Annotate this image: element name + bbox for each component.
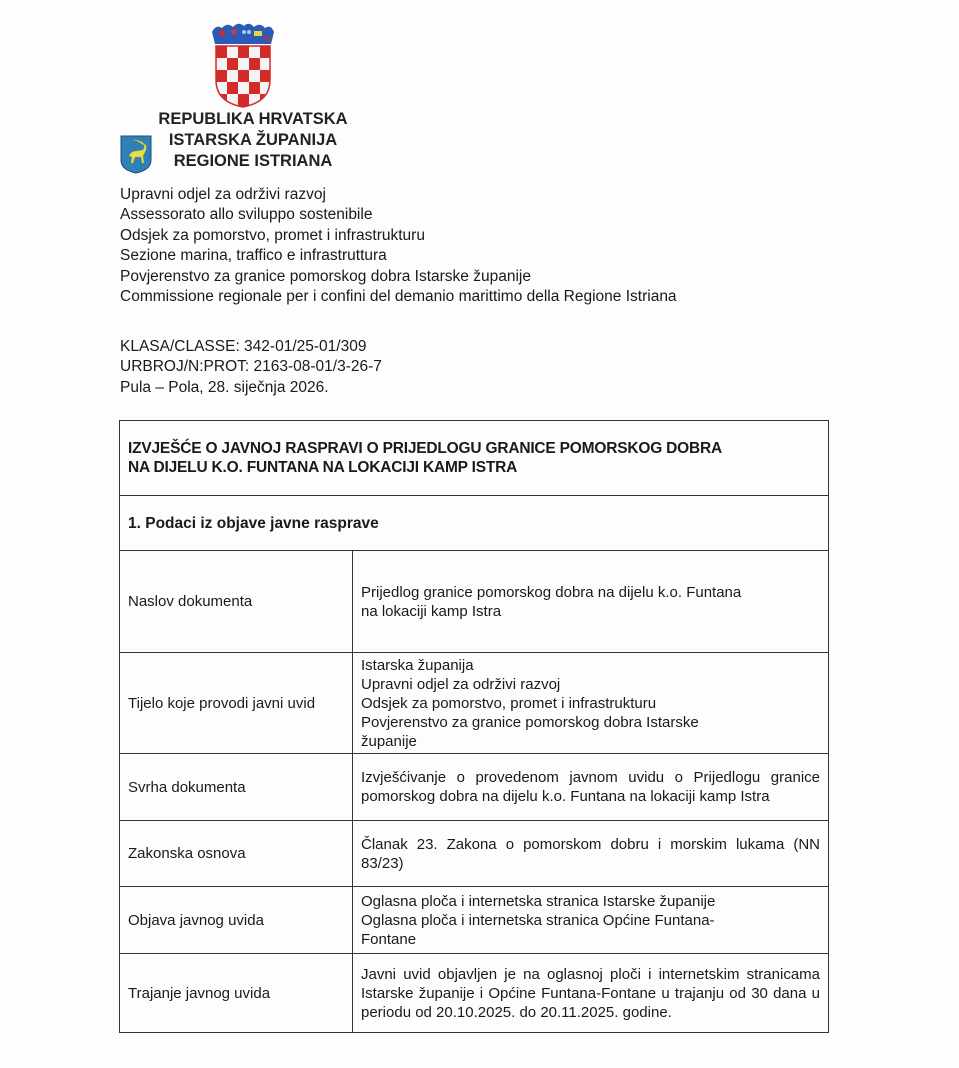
table-row xyxy=(120,821,829,887)
country-name: REPUBLIKA HRVATSKA xyxy=(158,110,348,128)
document-meta xyxy=(120,337,382,398)
department-line: Assessorato allo sviluppo sostenibile xyxy=(120,206,373,224)
row-value: Prijedlog granice pomorskog dobra na dijelu k.o. Funtana na lokaciji kamp Istra xyxy=(353,551,829,653)
department-line: Sezione marina, traffico e infrastruttura xyxy=(120,247,387,265)
county-name-hr: ISTARSKA ŽUPANIJA xyxy=(168,131,338,149)
klasa-number: KLASA/CLASSE: 342-01/25-01/309 xyxy=(120,338,367,355)
istria-coat-of-arms-icon xyxy=(119,134,153,174)
section-heading-row xyxy=(120,496,829,551)
row-label: Objava javnog uvida xyxy=(120,887,353,954)
table-row xyxy=(120,754,829,821)
row-value: Javni uvid objavljen je na oglasnoj ploči i internetskim stranicama Istarske županije i Općine Funtana-Fontane u trajanju od 30 dana u periodu od 20.10.2025. do 20.11.2025. godine. xyxy=(353,954,829,1033)
table-row xyxy=(120,954,829,1033)
section-heading: 1. Podaci iz objave javne rasprave xyxy=(120,496,829,551)
row-label: Naslov dokumenta xyxy=(120,551,353,653)
department-line: Upravni odjel za održivi razvoj xyxy=(120,186,326,203)
report-title-row xyxy=(120,421,829,496)
institution-header xyxy=(148,109,358,172)
place-and-date: Pula – Pola, 28. siječnja 2026. xyxy=(120,378,329,396)
row-value: Izvješćivanje o provedenom javnom uvidu o Prijedlogu granice pomorskog dobra na dijelu k.o. Funtana na lokaciji kamp Istra xyxy=(353,754,829,821)
department-line: Commissione regionale per i confini del demanio marittimo della Regione Istriana xyxy=(120,288,677,306)
department-line: Povjerenstvo za granice pomorskog dobra Istarske županije xyxy=(120,267,531,285)
row-label: Trajanje javnog uvida xyxy=(120,954,353,1033)
row-label: Tijelo koje provodi javni uvid xyxy=(120,653,353,754)
table-row xyxy=(120,551,829,653)
table-row xyxy=(120,887,829,954)
row-value: Članak 23. Zakona o pomorskom dobru i morskim lukama (NN 83/23) xyxy=(353,821,829,887)
county-name-it: REGIONE ISTRIANA xyxy=(173,152,333,170)
row-label: Svrha dokumenta xyxy=(120,754,353,821)
department-line: Odsjek za pomorstvo, promet i infrastrukturu xyxy=(120,226,425,244)
row-label: Zakonska osnova xyxy=(120,821,353,887)
report-title: IZVJEŠĆE O JAVNOJ RASPRAVI O PRIJEDLOGU GRANICE POMORSKOG DOBRA NA DIJELU K.O. FUNTANA NA LOKACIJI KAMP ISTRA xyxy=(120,421,829,496)
row-value: Istarska županija Upravni odjel za održivi razvoj Odsjek za pomorstvo, promet i infrastrukturu Povjerenstvo za granice pomorskog dobra Istarske županije xyxy=(353,653,829,754)
urbroj-number: URBROJ/N:PROT: 2163-08-01/3-26-7 xyxy=(120,358,382,376)
department-block xyxy=(120,185,677,307)
row-value: Oglasna ploča i internetska stranica Istarske županije Oglasna ploča i internetska stranica Općine Funtana- Fontane xyxy=(353,887,829,954)
table-row xyxy=(120,653,829,754)
report-table xyxy=(119,420,829,1033)
croatia-coat-of-arms-icon xyxy=(208,22,278,108)
